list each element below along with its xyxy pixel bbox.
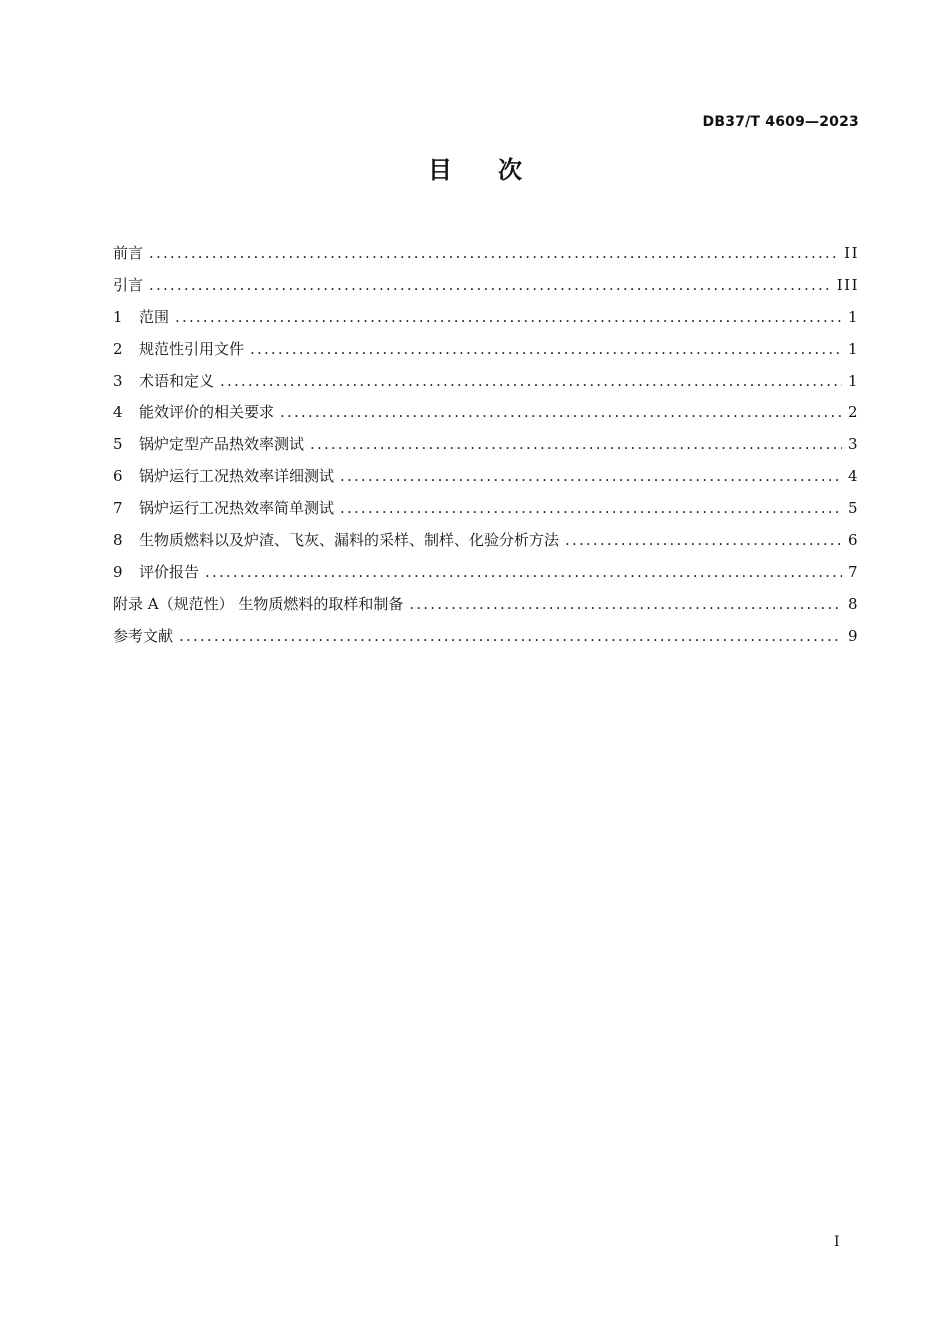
toc-entry-product-test[interactable] — [113, 429, 859, 461]
toc-entry-sampling-methods[interactable] — [113, 525, 859, 557]
toc-entry-number: 4 — [113, 403, 123, 422]
toc-entry-detailed-test[interactable] — [113, 461, 859, 493]
toc-entry-simple-test[interactable] — [113, 493, 859, 525]
toc-entry-number: 6 — [113, 467, 123, 486]
toc-entry-scope[interactable] — [113, 302, 859, 334]
table-of-contents — [113, 238, 859, 653]
toc-dot-leader — [149, 270, 831, 302]
toc-entry-evaluation-report[interactable] — [113, 557, 859, 589]
toc-entry-page: 7 — [847, 562, 859, 581]
toc-entry-number: 1 — [113, 307, 123, 326]
toc-dot-leader — [179, 621, 842, 653]
page-title: 目次 — [428, 156, 568, 184]
toc-entry-title: 评价报告 — [139, 562, 200, 581]
toc-entry-title: 术语和定义 — [139, 371, 215, 390]
toc-entry-title: 能效评价的相关要求 — [139, 403, 275, 422]
document-code: DB37/T 4609—2023 — [702, 114, 859, 130]
toc-entry-bibliography[interactable] — [113, 621, 859, 653]
toc-entry-title: 范围 — [139, 307, 170, 326]
toc-entry-title: 引言 — [113, 275, 144, 294]
toc-entry-title: 附录 A（规范性） 生物质燃料的取样和制备 — [113, 594, 404, 613]
toc-entry-title: 锅炉运行工况热效率详细测试 — [139, 467, 335, 486]
toc-entry-title: 前言 — [113, 244, 144, 262]
toc-entry-number: 7 — [113, 499, 123, 518]
toc-dot-leader — [409, 589, 842, 621]
toc-entry-page: II — [844, 244, 859, 262]
toc-dot-leader — [250, 334, 842, 366]
toc-entry-page: 5 — [847, 499, 859, 518]
toc-entry-number: 2 — [113, 339, 123, 358]
toc-dot-leader — [149, 238, 838, 270]
toc-dot-leader — [220, 366, 842, 398]
toc-entry-number: 9 — [113, 562, 123, 581]
toc-entry-page: 1 — [847, 339, 859, 358]
toc-entry-page: 2 — [847, 403, 859, 422]
toc-entry-page: 3 — [847, 435, 859, 454]
toc-entry-terms-definitions[interactable] — [113, 366, 859, 398]
toc-entry-title: 生物质燃料以及炉渣、飞灰、漏料的采样、制样、化验分析方法 — [139, 531, 560, 550]
toc-entry-page: III — [836, 275, 859, 294]
toc-entry-title: 规范性引用文件 — [139, 339, 245, 358]
toc-entry-introduction[interactable] — [113, 270, 859, 302]
toc-entry-requirements[interactable] — [113, 397, 859, 429]
toc-entry-foreword[interactable] — [113, 238, 859, 270]
toc-entry-number: 3 — [113, 371, 123, 390]
toc-entry-title: 锅炉运行工况热效率简单测试 — [139, 499, 335, 518]
toc-dot-leader — [175, 302, 842, 334]
toc-dot-leader — [280, 397, 842, 429]
toc-dot-leader — [310, 429, 842, 461]
toc-entry-title: 参考文献 — [113, 626, 174, 645]
toc-entry-appendix-a[interactable] — [113, 589, 859, 621]
toc-dot-leader — [340, 461, 842, 493]
toc-dot-leader — [340, 493, 842, 525]
toc-entry-page: 1 — [847, 371, 859, 390]
page-number: I — [834, 1234, 840, 1250]
toc-entry-title: 锅炉定型产品热效率测试 — [139, 435, 305, 454]
toc-entry-page: 4 — [847, 467, 859, 486]
toc-entry-page: 1 — [847, 307, 859, 326]
toc-entry-page: 9 — [847, 626, 859, 645]
toc-entry-normative-references[interactable] — [113, 334, 859, 366]
toc-dot-leader — [565, 525, 842, 557]
toc-dot-leader — [205, 557, 842, 589]
toc-entry-page: 6 — [847, 531, 859, 550]
toc-entry-number: 8 — [113, 531, 123, 550]
toc-entry-page: 8 — [847, 594, 859, 613]
toc-entry-number: 5 — [113, 435, 123, 454]
